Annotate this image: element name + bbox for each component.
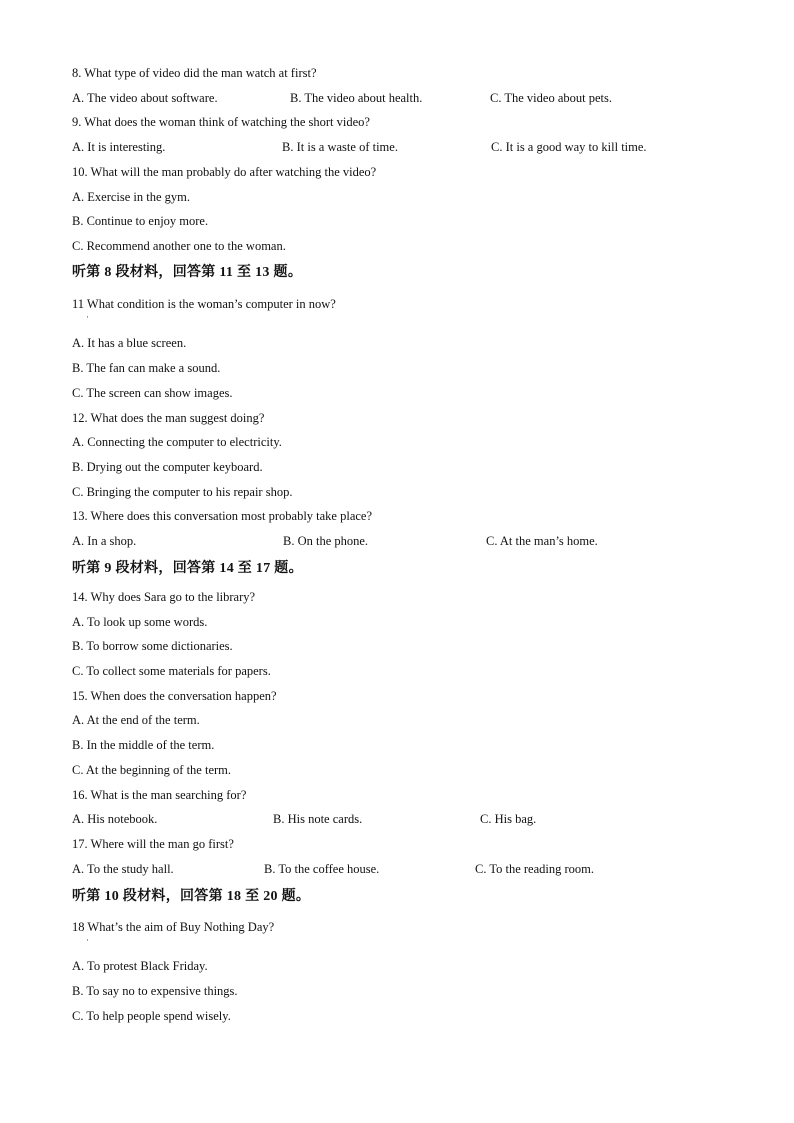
question-14: 14. Why does Sara go to the library? bbox=[72, 590, 256, 604]
option-b: B. Continue to enjoy more. bbox=[72, 214, 209, 228]
option-b: B. On the phone. bbox=[283, 534, 369, 548]
option-a: A. Connecting the computer to electricity. bbox=[72, 435, 282, 449]
option-c: C. The screen can show images. bbox=[72, 386, 233, 400]
option-b: B. It is a waste of time. bbox=[282, 140, 398, 154]
dot-mark: · bbox=[86, 935, 89, 945]
option-b: B. To say no to expensive things. bbox=[72, 984, 238, 998]
question-13: 13. Where does this conversation most probably take place? bbox=[72, 509, 373, 523]
question-12: 12. What does the man suggest doing? bbox=[72, 411, 265, 425]
option-b: B. The video about health. bbox=[290, 91, 423, 105]
section-heading-8: 听第 8 段材料，回答第 11 至 13 题。 bbox=[72, 265, 303, 280]
option-a: A. To the study hall. bbox=[72, 862, 174, 876]
option-c: C. It is a good way to kill time. bbox=[491, 140, 647, 154]
question-10: 10. What will the man probably do after watching the video? bbox=[72, 165, 377, 179]
option-a: A. To protest Black Friday. bbox=[72, 959, 208, 973]
option-c: C. Recommend another one to the woman. bbox=[72, 239, 286, 253]
option-a: A. The video about software. bbox=[72, 91, 218, 105]
dot-mark: · bbox=[86, 312, 89, 322]
option-c: C. His bag. bbox=[480, 812, 537, 826]
section-heading-10: 听第 10 段材料，回答第 18 至 20 题。 bbox=[72, 889, 311, 904]
option-a: A. His notebook. bbox=[72, 812, 158, 826]
option-c: C. To collect some materials for papers. bbox=[72, 664, 271, 678]
option-b: B. The fan can make a sound. bbox=[72, 361, 221, 375]
option-a: A. Exercise in the gym. bbox=[72, 190, 191, 204]
option-c: C. At the beginning of the term. bbox=[72, 763, 232, 777]
option-b: B. Drying out the computer keyboard. bbox=[72, 460, 263, 474]
question-17: 17. Where will the man go first? bbox=[72, 837, 234, 851]
question-16: 16. What is the man searching for? bbox=[72, 788, 247, 802]
option-a: A. In a shop. bbox=[72, 534, 137, 548]
question-18: 18 What’s the aim of Buy Nothing Day? bbox=[72, 920, 275, 934]
option-b: B. To borrow some dictionaries. bbox=[72, 639, 233, 653]
question-9: 9. What does the woman think of watching the short video? bbox=[72, 115, 370, 129]
option-c: C. At the man’s home. bbox=[486, 534, 598, 548]
option-a: A. It has a blue screen. bbox=[72, 336, 187, 350]
question-8: 8. What type of video did the man watch at first? bbox=[72, 66, 317, 80]
option-a: A. It is interesting. bbox=[72, 140, 166, 154]
option-c: C. To help people spend wisely. bbox=[72, 1009, 231, 1023]
option-a: A. To look up some words. bbox=[72, 615, 208, 629]
question-15: 15. When does the conversation happen? bbox=[72, 689, 277, 703]
option-b: B. His note cards. bbox=[273, 812, 363, 826]
question-11: 11 What condition is the woman’s computer in now? bbox=[72, 297, 336, 311]
option-b: B. To the coffee house. bbox=[264, 862, 380, 876]
option-a: A. At the end of the term. bbox=[72, 713, 200, 727]
option-c: C. Bringing the computer to his repair shop. bbox=[72, 485, 293, 499]
section-heading-9: 听第 9 段材料，回答第 14 至 17 题。 bbox=[72, 561, 303, 576]
option-b: B. In the middle of the term. bbox=[72, 738, 215, 752]
option-c: C. To the reading room. bbox=[475, 862, 595, 876]
option-c: C. The video about pets. bbox=[490, 91, 612, 105]
